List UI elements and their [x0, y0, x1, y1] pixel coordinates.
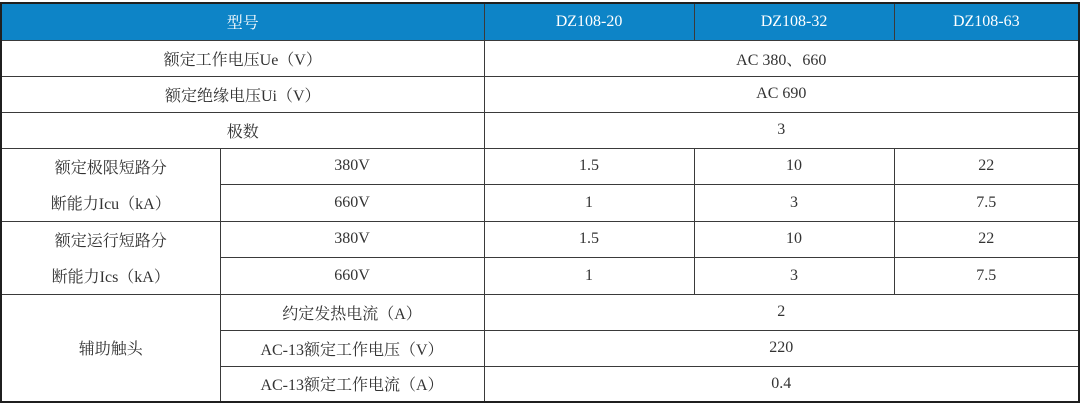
icu-label-line1: 额定极限短路分: [54, 160, 167, 177]
aux-group-label: 辅助触头: [1, 294, 220, 402]
header-model-dz108-63: DZ108-63: [894, 3, 1079, 40]
ics-660v-label: 660V: [220, 258, 484, 295]
ics-380v-dz108-20: 1.5: [484, 221, 694, 258]
rated-insulation-voltage-label: 额定绝缘电压Ui（V）: [1, 76, 484, 112]
header-model-dz108-32: DZ108-32: [694, 3, 894, 40]
icu-380v-dz108-63: 22: [894, 148, 1079, 185]
icu-660v-dz108-20: 1: [484, 185, 694, 222]
ics-380v-label: 380V: [220, 221, 484, 258]
ics-660v-dz108-32: 3: [694, 258, 894, 295]
row-aux-thermal-current: [1, 294, 1079, 330]
poles-value: 3: [484, 112, 1079, 148]
row-rated-working-voltage: [1, 40, 1079, 76]
icu-380v-label: 380V: [220, 148, 484, 185]
rated-working-voltage-label: 额定工作电压Ue（V）: [1, 40, 484, 76]
rated-insulation-voltage-value: AC 690: [484, 76, 1079, 112]
ics-660v-dz108-20: 1: [484, 258, 694, 295]
ics-label-line2: 断能力Ics（kA）: [51, 269, 170, 286]
icu-660v-label: 660V: [220, 185, 484, 222]
header-model-dz108-20: DZ108-20: [484, 3, 694, 40]
row-ics-380v: [1, 221, 1079, 258]
header-model-label: 型号: [1, 3, 484, 40]
aux-ac13-current-value: 0.4: [484, 366, 1079, 402]
aux-ac13-voltage-value: 220: [484, 330, 1079, 366]
ics-660v-dz108-63: 7.5: [894, 258, 1079, 295]
aux-thermal-current-value: 2: [484, 294, 1079, 330]
icu-660v-dz108-32: 3: [694, 185, 894, 222]
icu-label-line2: 断能力Icu（kA）: [50, 196, 171, 213]
icu-380v-dz108-32: 10: [694, 148, 894, 185]
ics-380v-dz108-32: 10: [694, 221, 894, 258]
icu-group-label: [1, 148, 220, 221]
aux-ac13-voltage-label: AC-13额定工作电压（V）: [220, 330, 484, 366]
row-icu-380v: [1, 148, 1079, 185]
icu-660v-dz108-63: 7.5: [894, 185, 1079, 222]
icu-380v-dz108-20: 1.5: [484, 148, 694, 185]
ics-group-label: [1, 221, 220, 294]
rated-working-voltage-value: AC 380、660: [484, 40, 1079, 76]
aux-ac13-current-label: AC-13额定工作电流（A）: [220, 366, 484, 402]
row-poles: [1, 112, 1079, 148]
breaker-spec-table: [0, 2, 1080, 403]
poles-label: 极数: [1, 112, 484, 148]
header-row: [1, 3, 1079, 40]
ics-label-line1: 额定运行短路分: [54, 233, 167, 250]
row-rated-insulation-voltage: [1, 76, 1079, 112]
aux-thermal-current-label: 约定发热电流（A）: [220, 294, 484, 330]
ics-380v-dz108-63: 22: [894, 221, 1079, 258]
